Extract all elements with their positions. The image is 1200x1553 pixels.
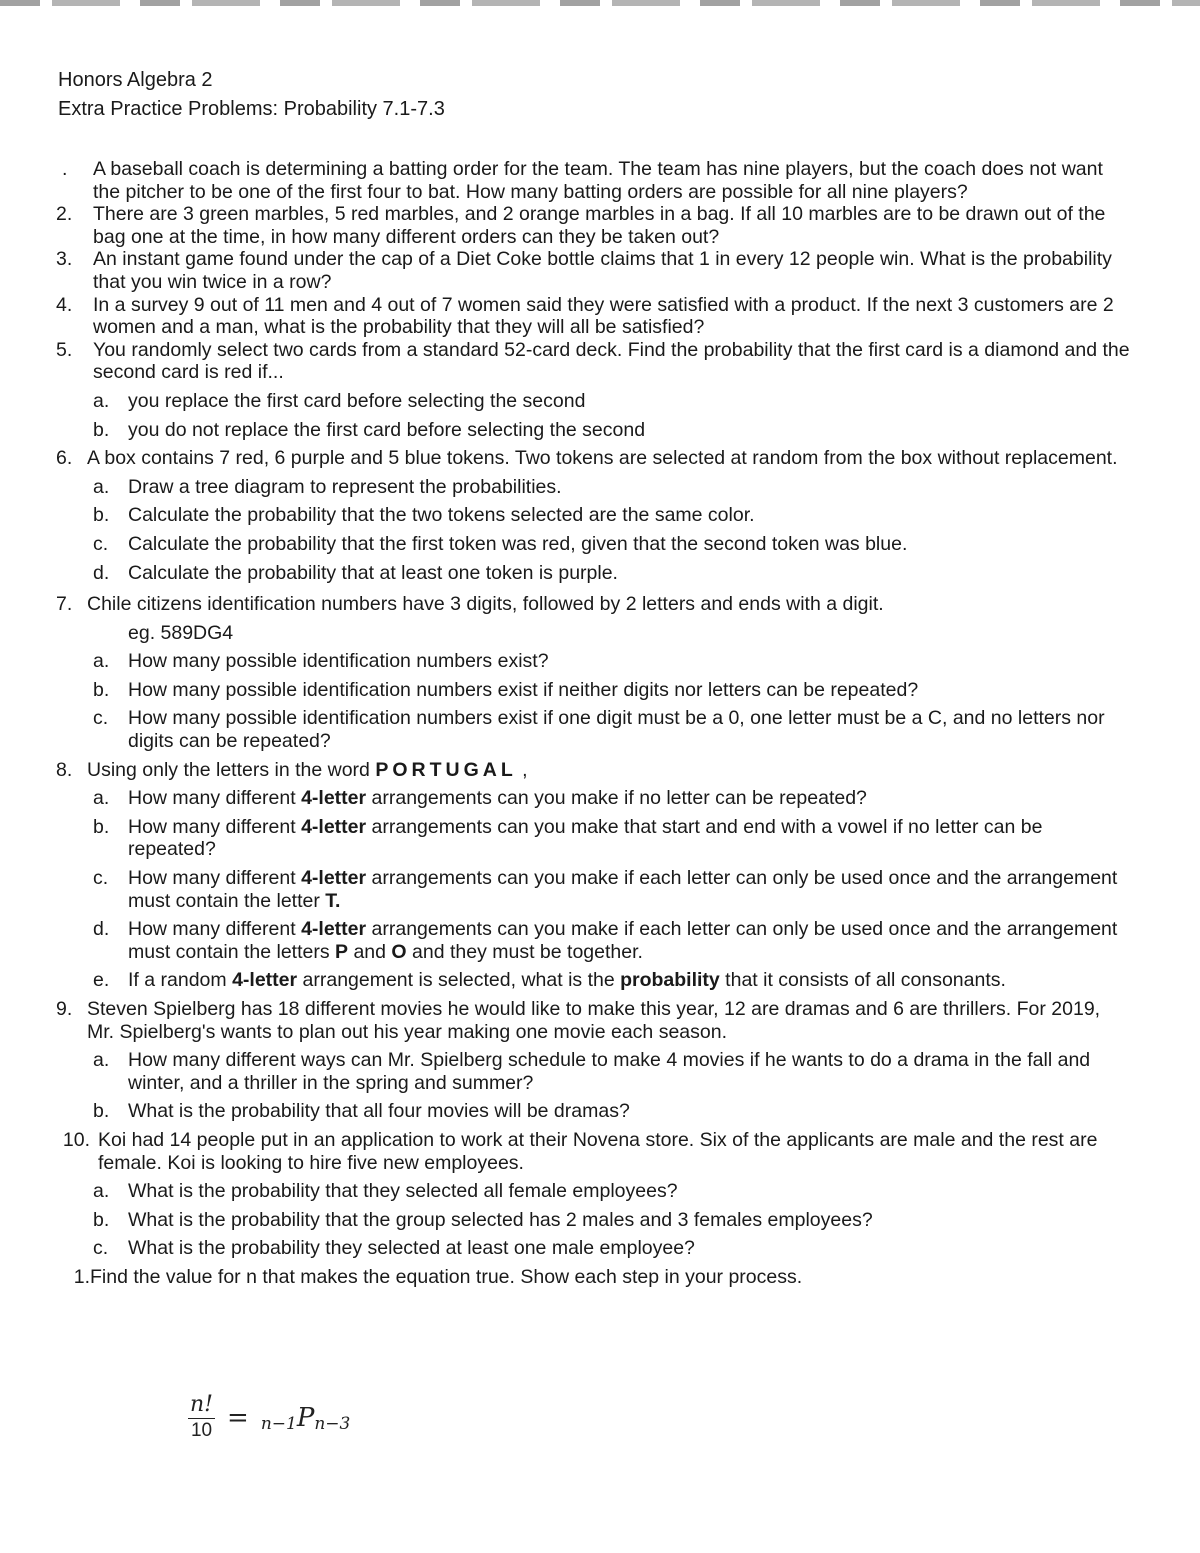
sub-letter: b.	[93, 1100, 110, 1123]
sub-text: arrangements can you make if no letter can be repeated?	[366, 787, 867, 810]
problem-6c	[0, 533, 1200, 556]
problem-7c	[0, 707, 1200, 752]
problem-number: 7.	[56, 593, 73, 616]
word-portugal: PORTUGAL	[375, 758, 517, 781]
problem-list	[0, 158, 1200, 1289]
sub-letter: c.	[93, 707, 109, 730]
denominator: 10	[190, 1420, 213, 1441]
problem-text: Koi had 14 people put in an application to work at their Novena store. Six of the applicants are male and the rest are female. Koi is looking to hire five new employees.	[98, 1128, 1098, 1174]
sub-text: How many different	[128, 815, 302, 838]
four-letter: 4-letter	[301, 787, 367, 810]
sub-letter: c.	[93, 1237, 109, 1260]
sub-letter: b.	[93, 418, 110, 441]
permutation-equation	[188, 1392, 350, 1443]
four-letter: 4-letter	[301, 815, 367, 838]
problem-text: Using only the letters in the word	[87, 758, 376, 781]
sub-text: How many different	[128, 867, 302, 890]
sub-letter: a.	[93, 475, 110, 498]
problem-number: 5.	[56, 338, 73, 361]
problem-text: In a survey 9 out of 11 men and 4 out of 7 women said they were satisfied with a product. If the next 3 customers are 2 women and a man, what is the probability that they will all be satisfied?	[93, 293, 1114, 339]
problem-number: 9.	[56, 998, 73, 1020]
problem-6a	[0, 476, 1200, 499]
example-id: eg. 589DG4	[128, 621, 234, 644]
problem-number: 8.	[56, 758, 73, 781]
sub-text: arrangement is selected, what is the	[297, 969, 621, 992]
sub-text: What is the probability that the group selected has 2 males and 3 females employees?	[128, 1208, 873, 1231]
sub-letter: b.	[93, 815, 110, 838]
sub-letter: a.	[93, 389, 110, 412]
sub-letter: c.	[93, 532, 109, 555]
letter-p: P	[335, 940, 349, 963]
problem-number: 1.	[73, 1265, 90, 1288]
problem-text: An instant game found under the cap of a Diet Coke bottle claims that 1 in every 12 people win. What is the probability that you win twice in a row?	[93, 248, 1112, 293]
sub-text: Calculate the probability that the two tokens selected are the same color.	[128, 504, 755, 527]
sub-text: and they must be together.	[406, 940, 643, 963]
problem-1	[0, 158, 1200, 203]
problem-number: 2.	[56, 203, 73, 226]
problem-text: There are 3 green marbles, 5 red marbles, and 2 orange marbles in a bag. If all 10 marbles are to be drawn out of the bag one at the time, in how many different orders can they be taken out?	[93, 203, 1106, 248]
sub-text: arrangements can you make that start and end with a vowel if no letter can be repeated?	[128, 815, 1043, 861]
problem-5	[0, 339, 1200, 384]
problem-number: 4.	[56, 293, 73, 316]
problem-7b	[0, 679, 1200, 702]
problem-10c	[0, 1237, 1200, 1260]
problem-number: 3.	[56, 248, 73, 271]
problem-5b	[0, 419, 1200, 442]
sub-text: you do not replace the first card before selecting the second	[128, 418, 646, 441]
sub-letter: b.	[93, 1208, 110, 1231]
problem-number: .	[62, 158, 68, 180]
worksheet-header	[58, 66, 445, 124]
problem-9b	[0, 1100, 1200, 1123]
right-subscript: n−3	[314, 1413, 351, 1434]
sub-letter: d.	[93, 918, 110, 941]
problem-text-end: ,	[516, 758, 528, 781]
sub-text: arrangements can you make if each letter can only be used once and the arrangement must contain the letter	[128, 867, 1118, 912]
problem-7	[0, 593, 1200, 616]
sub-text: you replace the first card before selecting the second	[128, 389, 586, 412]
problem-number: 10.	[62, 1128, 90, 1151]
problem-10a	[0, 1180, 1200, 1203]
sub-letter: a.	[93, 1049, 110, 1072]
sub-letter: b.	[93, 504, 110, 527]
problem-text: Steven Spielberg has 18 different movies he would like to make this year, 12 are dramas and 6 are thrillers. For 2019, Mr. Spielberg's wants to plan out his year making one movie each season.	[87, 998, 1101, 1043]
problem-9	[0, 998, 1200, 1043]
worksheet-title: Extra Practice Problems: Probability 7.1-7.3	[58, 98, 445, 120]
four-letter: 4-letter	[301, 867, 367, 890]
problem-number: 6.	[56, 447, 73, 470]
problem-4	[0, 294, 1200, 339]
sub-text: How many different	[128, 787, 302, 810]
problem-8a	[0, 787, 1200, 810]
probability-word: probability	[620, 969, 720, 992]
sub-text: Draw a tree diagram to represent the probabilities.	[128, 475, 562, 498]
four-letter: 4-letter	[301, 918, 367, 941]
sub-text: What is the probability that all four movies will be dramas?	[128, 1100, 630, 1123]
sub-text: What is the probability they selected at least one male employee?	[128, 1237, 695, 1260]
problem-6	[0, 447, 1200, 470]
sub-letter: a.	[93, 650, 110, 673]
sub-text: Calculate the probability that at least one token is purple.	[128, 561, 618, 584]
problem-8b	[0, 816, 1200, 861]
problem-8e	[0, 969, 1200, 992]
sub-text: How many possible identification numbers exist if one digit must be a 0, one letter must be a C, and no letters nor digits can be repeated?	[128, 707, 1105, 753]
fraction	[188, 1392, 215, 1443]
problem-text: A baseball coach is determining a batting order for the team. The team has nine players, but the coach does not want the pitcher to be one of the first four to bat. How many batting orders are possible for all nine players?	[93, 158, 1103, 203]
left-subscript: n−1	[260, 1413, 297, 1434]
sub-letter: b.	[93, 678, 110, 701]
letter-t: T.	[325, 889, 341, 912]
sub-text: arrangements can you make if each letter can only be used once and the arrangement must contain the letters	[128, 918, 1118, 963]
sub-text: If a random	[128, 969, 233, 992]
sub-text: Calculate the probability that the first token was red, given that the second token was blue.	[128, 532, 908, 555]
sub-text: How many possible identification numbers exist if neither digits nor letters can be repeated?	[128, 678, 919, 701]
problem-6b	[0, 504, 1200, 527]
four-letter: 4-letter	[232, 969, 298, 992]
problem-text: Find the value for n that makes the equation true. Show each step in your process.	[90, 1265, 803, 1288]
problem-text: Chile citizens identification numbers have 3 digits, followed by 2 letters and ends with a digit.	[87, 593, 884, 616]
problem-6d	[0, 562, 1200, 585]
problem-9a	[0, 1049, 1200, 1094]
sub-text: that it consists of all consonants.	[719, 969, 1006, 992]
sub-letter: a.	[93, 1180, 110, 1203]
problem-10	[0, 1129, 1200, 1174]
problem-7a	[0, 650, 1200, 673]
sub-text: How many possible identification numbers exist?	[128, 650, 549, 673]
problem-text: You randomly select two cards from a standard 52-card deck. Find the probability that the first card is a diamond and the second card is red if...	[93, 338, 1130, 384]
problem-8	[0, 759, 1200, 782]
problem-5a	[0, 390, 1200, 413]
scan-edge-artifact	[0, 0, 1200, 6]
problem-2	[0, 203, 1200, 248]
problem-text: A box contains 7 red, 6 purple and 5 blue tokens. Two tokens are selected at random from the box without replacement.	[87, 447, 1118, 470]
course-name: Honors Algebra 2	[58, 69, 213, 91]
sub-text: How many different ways can Mr. Spielberg schedule to make 4 movies if he wants to do a drama in the fall and winter, and a thriller in the spring and summer?	[128, 1049, 1091, 1094]
equals-sign: =	[227, 1402, 249, 1433]
problem-3	[0, 248, 1200, 293]
numerator: n!	[190, 1392, 214, 1417]
problem-11	[0, 1266, 1200, 1289]
permutation-symbol: P	[296, 1402, 315, 1433]
problem-8d	[0, 918, 1200, 963]
sub-letter: e.	[93, 969, 110, 992]
problem-10b	[0, 1209, 1200, 1232]
sub-text: How many different	[128, 918, 302, 941]
problem-8c	[0, 867, 1200, 912]
sub-text: and	[348, 940, 392, 963]
letter-o: O	[391, 940, 407, 963]
sub-letter: c.	[93, 867, 109, 890]
sub-letter: d.	[93, 561, 110, 584]
sub-text: What is the probability that they selected all female employees?	[128, 1180, 678, 1203]
sub-letter: a.	[93, 787, 110, 810]
